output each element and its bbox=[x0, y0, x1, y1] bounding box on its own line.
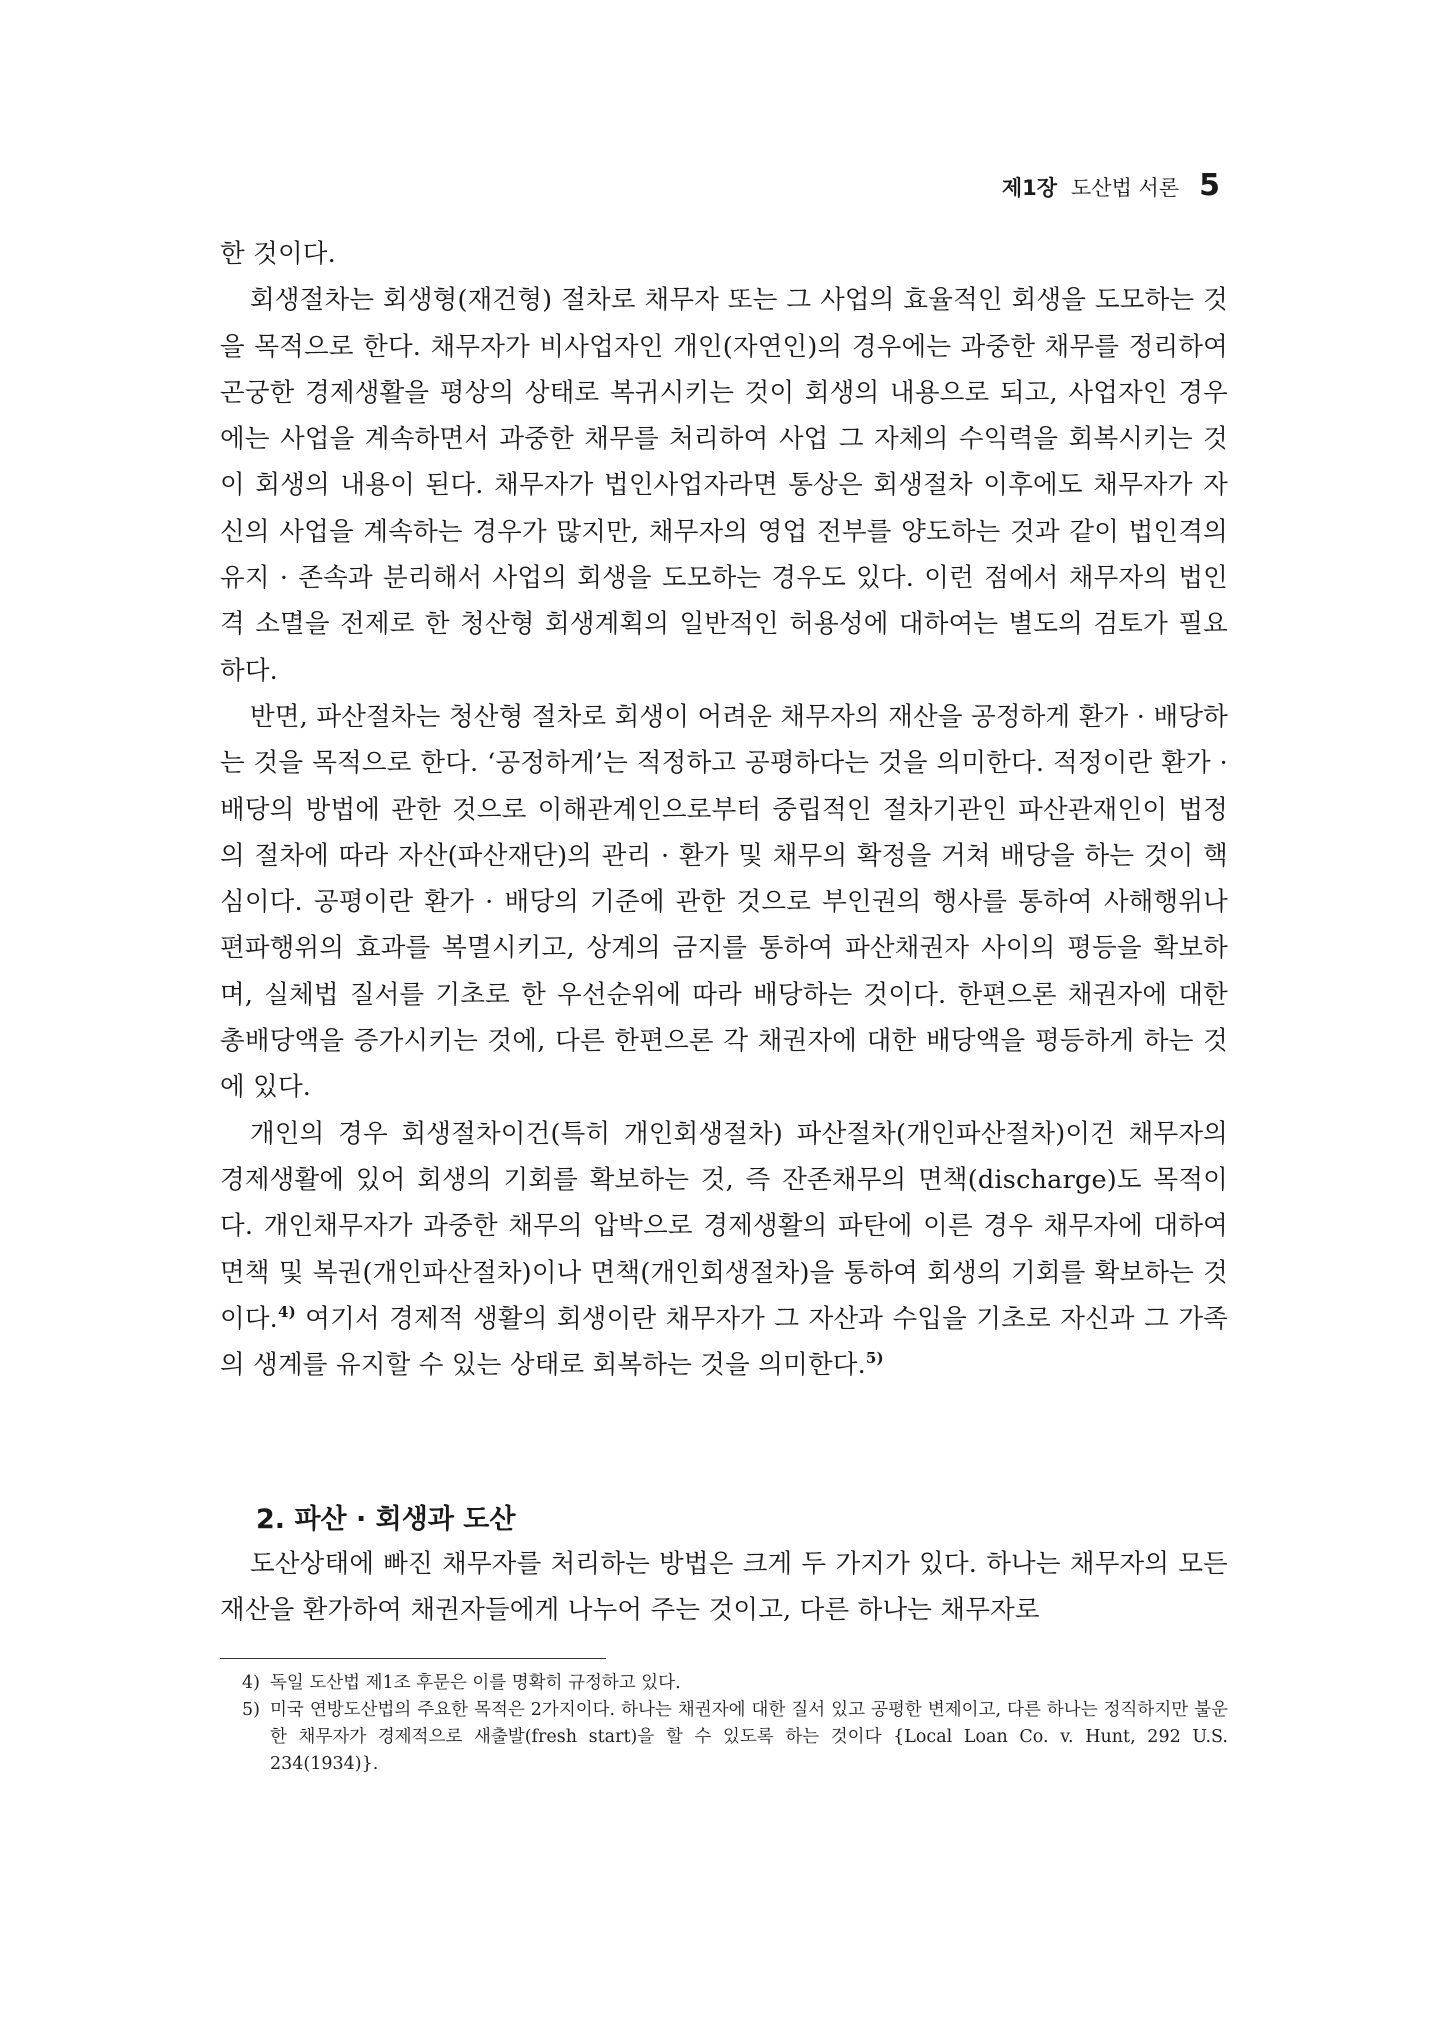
paragraph-individual-text: 개인의 경우 회생절차이건(특히 개인회생절차) 파산절차(개인파산절차)이건 채무자의 경제생활에 있어 회생의 기회를 확보하는 것, 즉 잔존채무의 면책(discharge)도 목적이다. 개인채무자가 과중한 채무의 압박으로 경제생활의 파탄에 이른 경우 채무자에 대하여 면책 및 복권(개인파산절차)이나 면책(개인회생절차)을 통하여 회생의 기회를 확보하는 것이다. bbox=[220, 1118, 1228, 1334]
page-number: 5 bbox=[1199, 168, 1220, 203]
paragraph-individual-text-2: 여기서 경제적 생활의 회생이란 채무자가 그 자산과 수입을 기초로 자신과 그 가족의 생계를 유지할 수 있는 상태로 회복하는 것을 의미한다. bbox=[220, 1303, 1228, 1381]
footnote-ref-4[interactable]: 4) bbox=[277, 1302, 296, 1321]
running-header bbox=[1002, 168, 1220, 208]
chapter-label: 제1장 bbox=[1001, 176, 1058, 200]
paragraph-rehabilitation: 회생절차는 회생형(재건형) 절차로 채무자 또는 그 사업의 효율적인 회생을 도모하는 것을 목적으로 한다. 채무자가 비사업자인 개인(자연인)의 경우에는 과중한 채무를 정리하여 곤궁한 경제생활을 평상의 상태로 복귀시키는 것이 회생의 내용으로 되고, 사업자인 경우에는 사업을 계속하면서 과중한 채무를 처리하여 사업 그 자체의 수익력을 회복시키는 것이 회생의 내용이 된다. 채무자가 법인사업자라면 통상은 회생절차 이후에도 채무자가 자신의 사업을 계속하는 경우가 많지만, 채무자의 영업 전부를 양도하는 것과 같이 법인격의 유지 · 존속과 분리해서 사업의 회생을 도모하는 경우도 있다. 이런 점에서 채무자의 법인격 소멸을 전제로 한 청산형 회생계획의 일반적인 허용성에 대하여는 별도의 검토가 필요하다. bbox=[220, 285, 1228, 686]
footnote-5 bbox=[242, 1697, 1228, 1778]
paragraph-continuation: 한 것이다. bbox=[220, 239, 336, 269]
chapter-title: 도산법 서론 bbox=[1071, 176, 1180, 200]
paragraph-individual bbox=[220, 1111, 1228, 1389]
footnote-divider bbox=[220, 1658, 606, 1659]
section-paragraph: 도산상태에 빠진 채무자를 처리하는 방법은 크게 두 가지가 있다. 하나는 채무자의 모든 재산을 환가하여 채권자들에게 나누어 주는 것이고, 다른 하나는 채무자로 bbox=[220, 1549, 1228, 1626]
footnote-4 bbox=[242, 1670, 1228, 1697]
section-body bbox=[220, 1541, 1228, 1634]
footnote-ref-5[interactable]: 5) bbox=[865, 1349, 884, 1368]
footnote-text: 미국 연방도산법의 주요한 목적은 2가지이다. 하나는 채권자에 대한 질서 있고 공평한 변제이고, 다른 하나는 정직하지만 불운한 채무자가 경제적으로 새출발(fresh start)을 할 수 있도록 하는 것이다 {Local Loan Co. v. Hunt, 292 U.S. 234(1934)}. bbox=[270, 1700, 1228, 1774]
footnotes bbox=[242, 1670, 1228, 1778]
footnote-number: 5) bbox=[242, 1700, 260, 1720]
footnote-text: 독일 도산법 제1조 후문은 이를 명확히 규정하고 있다. bbox=[270, 1673, 681, 1693]
paragraph-bankruptcy: 반면, 파산절차는 청산형 절차로 회생이 어려운 채무자의 재산을 공정하게 환가 · 배당하는 것을 목적으로 한다. ‘공정하게’는 적정하고 공평하다는 것을 의미한다. 적정이란 환가 · 배당의 방법에 관한 것으로 이해관계인으로부터 중립적인 절차기관인 파산관재인이 법정의 절차에 따라 자산(파산재단)의 관리 · 환가 및 채무의 확정을 거쳐 배당을 하는 것이 핵심이다. 공평이란 환가 · 배당의 기준에 관한 것으로 부인권의 행사를 통하여 사해행위나 편파행위의 효과를 복멸시키고, 상계의 금지를 통하여 파산채권자 사이의 평등을 확보하며, 실체법 질서를 기초로 한 우선순위에 따라 배당하는 것이다. 한편으론 채권자에 대한 총배당액을 증가시키는 것에, 다른 한편으론 각 채권자에 대한 배당액을 평등하게 하는 것에 있다. bbox=[220, 701, 1228, 1103]
footnote-number: 4) bbox=[242, 1673, 260, 1693]
section-heading: 2. 파산 · 회생과 도산 bbox=[256, 1504, 516, 1535]
body-text bbox=[220, 231, 1228, 1388]
